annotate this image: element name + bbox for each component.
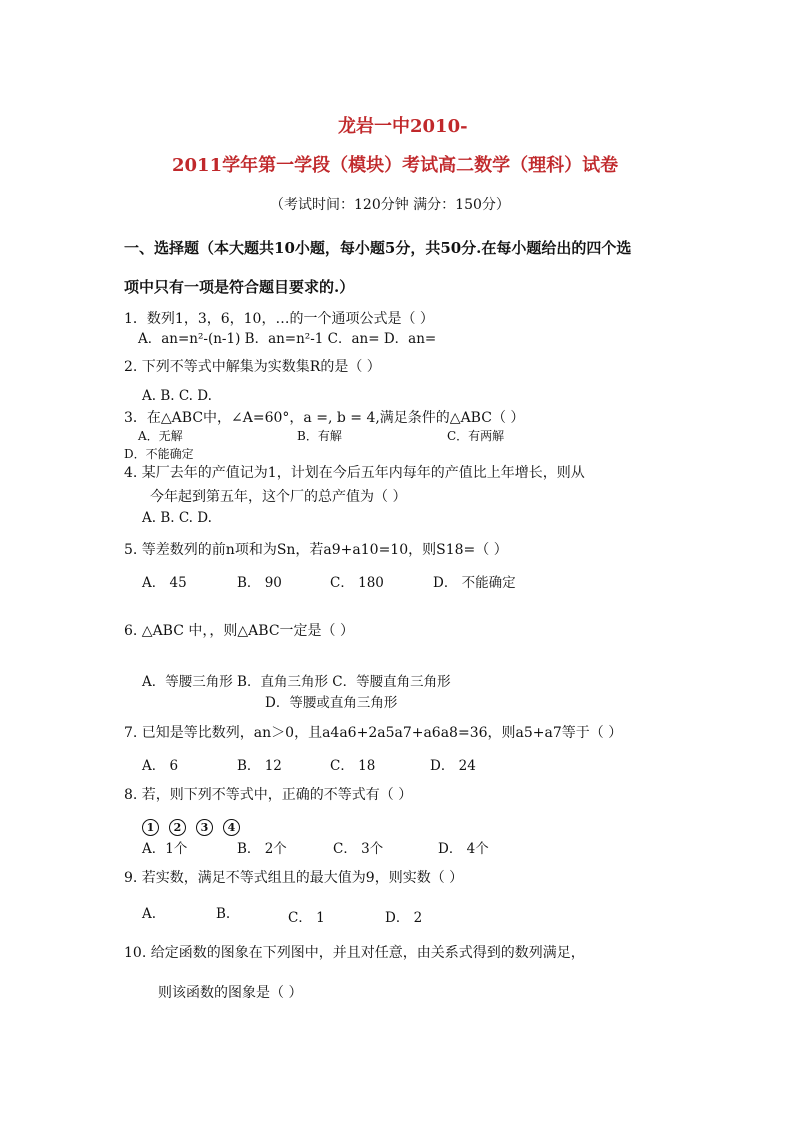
- q8-statement-markers: [142, 816, 250, 836]
- q8-option-c: C． 3个: [333, 841, 384, 857]
- q5-stem: 5. 等差数列的前n项和为Sn，若a9+a10=10，则S18=（ ）: [124, 542, 508, 558]
- q2-options: A. B. C. D.: [142, 388, 212, 404]
- q5-option-a: A． 45: [142, 575, 187, 591]
- q9-stem: 9. 若实数，满足不等式组且的最大值为9，则实数（ ）: [124, 870, 464, 886]
- q4-stem-line2: 今年起到第五年，这个厂的总产值为（ ）: [150, 489, 407, 505]
- q3-option-a: A．无解: [138, 429, 183, 443]
- q7-option-a: A． 6: [142, 758, 179, 774]
- q8-option-d: D． 4个: [438, 841, 489, 857]
- q1-options: A．an=n²-(n-1) B．an=n²-1 C．an= D．an=: [138, 331, 437, 347]
- q8-stem: 8. 若，则下列不等式中，正确的不等式有（ ）: [124, 787, 413, 803]
- q3-stem: 3．在△ABC中，∠A=60°，a =, b = 4,满足条件的△ABC（ ）: [124, 410, 525, 426]
- q8-marker-1: 1: [142, 819, 159, 836]
- q8-option-b: B． 2个: [237, 841, 287, 857]
- section1-heading-line2: 项中只有一项是符合题目要求的.）: [124, 278, 355, 296]
- q5-option-d: D． 不能确定: [433, 575, 516, 591]
- q2-stem: 2. 下列不等式中解集为实数集R的是（ ）: [124, 359, 381, 375]
- q7-option-c: C． 18: [330, 758, 376, 774]
- q6-options-line1: A．等腰三角形 B．直角三角形 C．等腰直角三角形: [142, 674, 451, 690]
- q8-marker-3: 3: [196, 819, 213, 836]
- q9-option-c: C． 1: [288, 910, 325, 926]
- q8-option-a: A．1个: [142, 841, 188, 857]
- exam-subtitle: （考试时间：120分钟 满分：150分）: [270, 197, 510, 213]
- q8-marker-2: 2: [169, 819, 186, 836]
- q4-options: A. B. C. D.: [142, 510, 212, 526]
- q10-stem-line2: 则该函数的图象是（ ）: [158, 985, 303, 1001]
- q6-stem: 6. △ABC 中，，则△ABC一定是（ ）: [124, 623, 354, 639]
- section1-heading-line1: 一、选择题（本大题共10小题，每小题5分，共50分.在每小题给出的四个选: [124, 239, 632, 257]
- q9-option-b: B.: [216, 906, 231, 922]
- q5-option-c: C． 180: [330, 575, 384, 591]
- q3-option-d: D．不能确定: [124, 447, 194, 461]
- q8-marker-4: 4: [223, 819, 240, 836]
- q7-option-b: B． 12: [237, 758, 282, 774]
- title-line1: 龙岩一中2010-: [338, 116, 468, 137]
- title-line2: 2011学年第一学段（模块）考试高二数学（理科）试卷: [172, 155, 619, 176]
- q6-options-line2: D．等腰或直角三角形: [265, 695, 398, 711]
- q7-option-d: D． 24: [430, 758, 476, 774]
- q4-stem-line1: 4. 某厂去年的产值记为1，计划在今后五年内每年的产值比上年增长，则从: [124, 465, 585, 481]
- q5-option-b: B． 90: [237, 575, 282, 591]
- q10-stem-line1: 10. 给定函数的图象在下列图中，并且对任意，由关系式得到的数列满足，: [124, 945, 585, 961]
- q1-stem: 1．数列1，3，6，10，…的一个通项公式是（ ）: [124, 311, 434, 327]
- q3-option-c: C．有两解: [447, 429, 505, 443]
- q7-stem: 7. 已知是等比数列，an＞0，且a4a6+2a5a7+a6a8=36，则a5+a7等于（ ）: [124, 725, 623, 741]
- q3-option-b: B．有解: [297, 429, 342, 443]
- q9-option-d: D． 2: [385, 910, 423, 926]
- q9-option-a: A.: [142, 906, 157, 922]
